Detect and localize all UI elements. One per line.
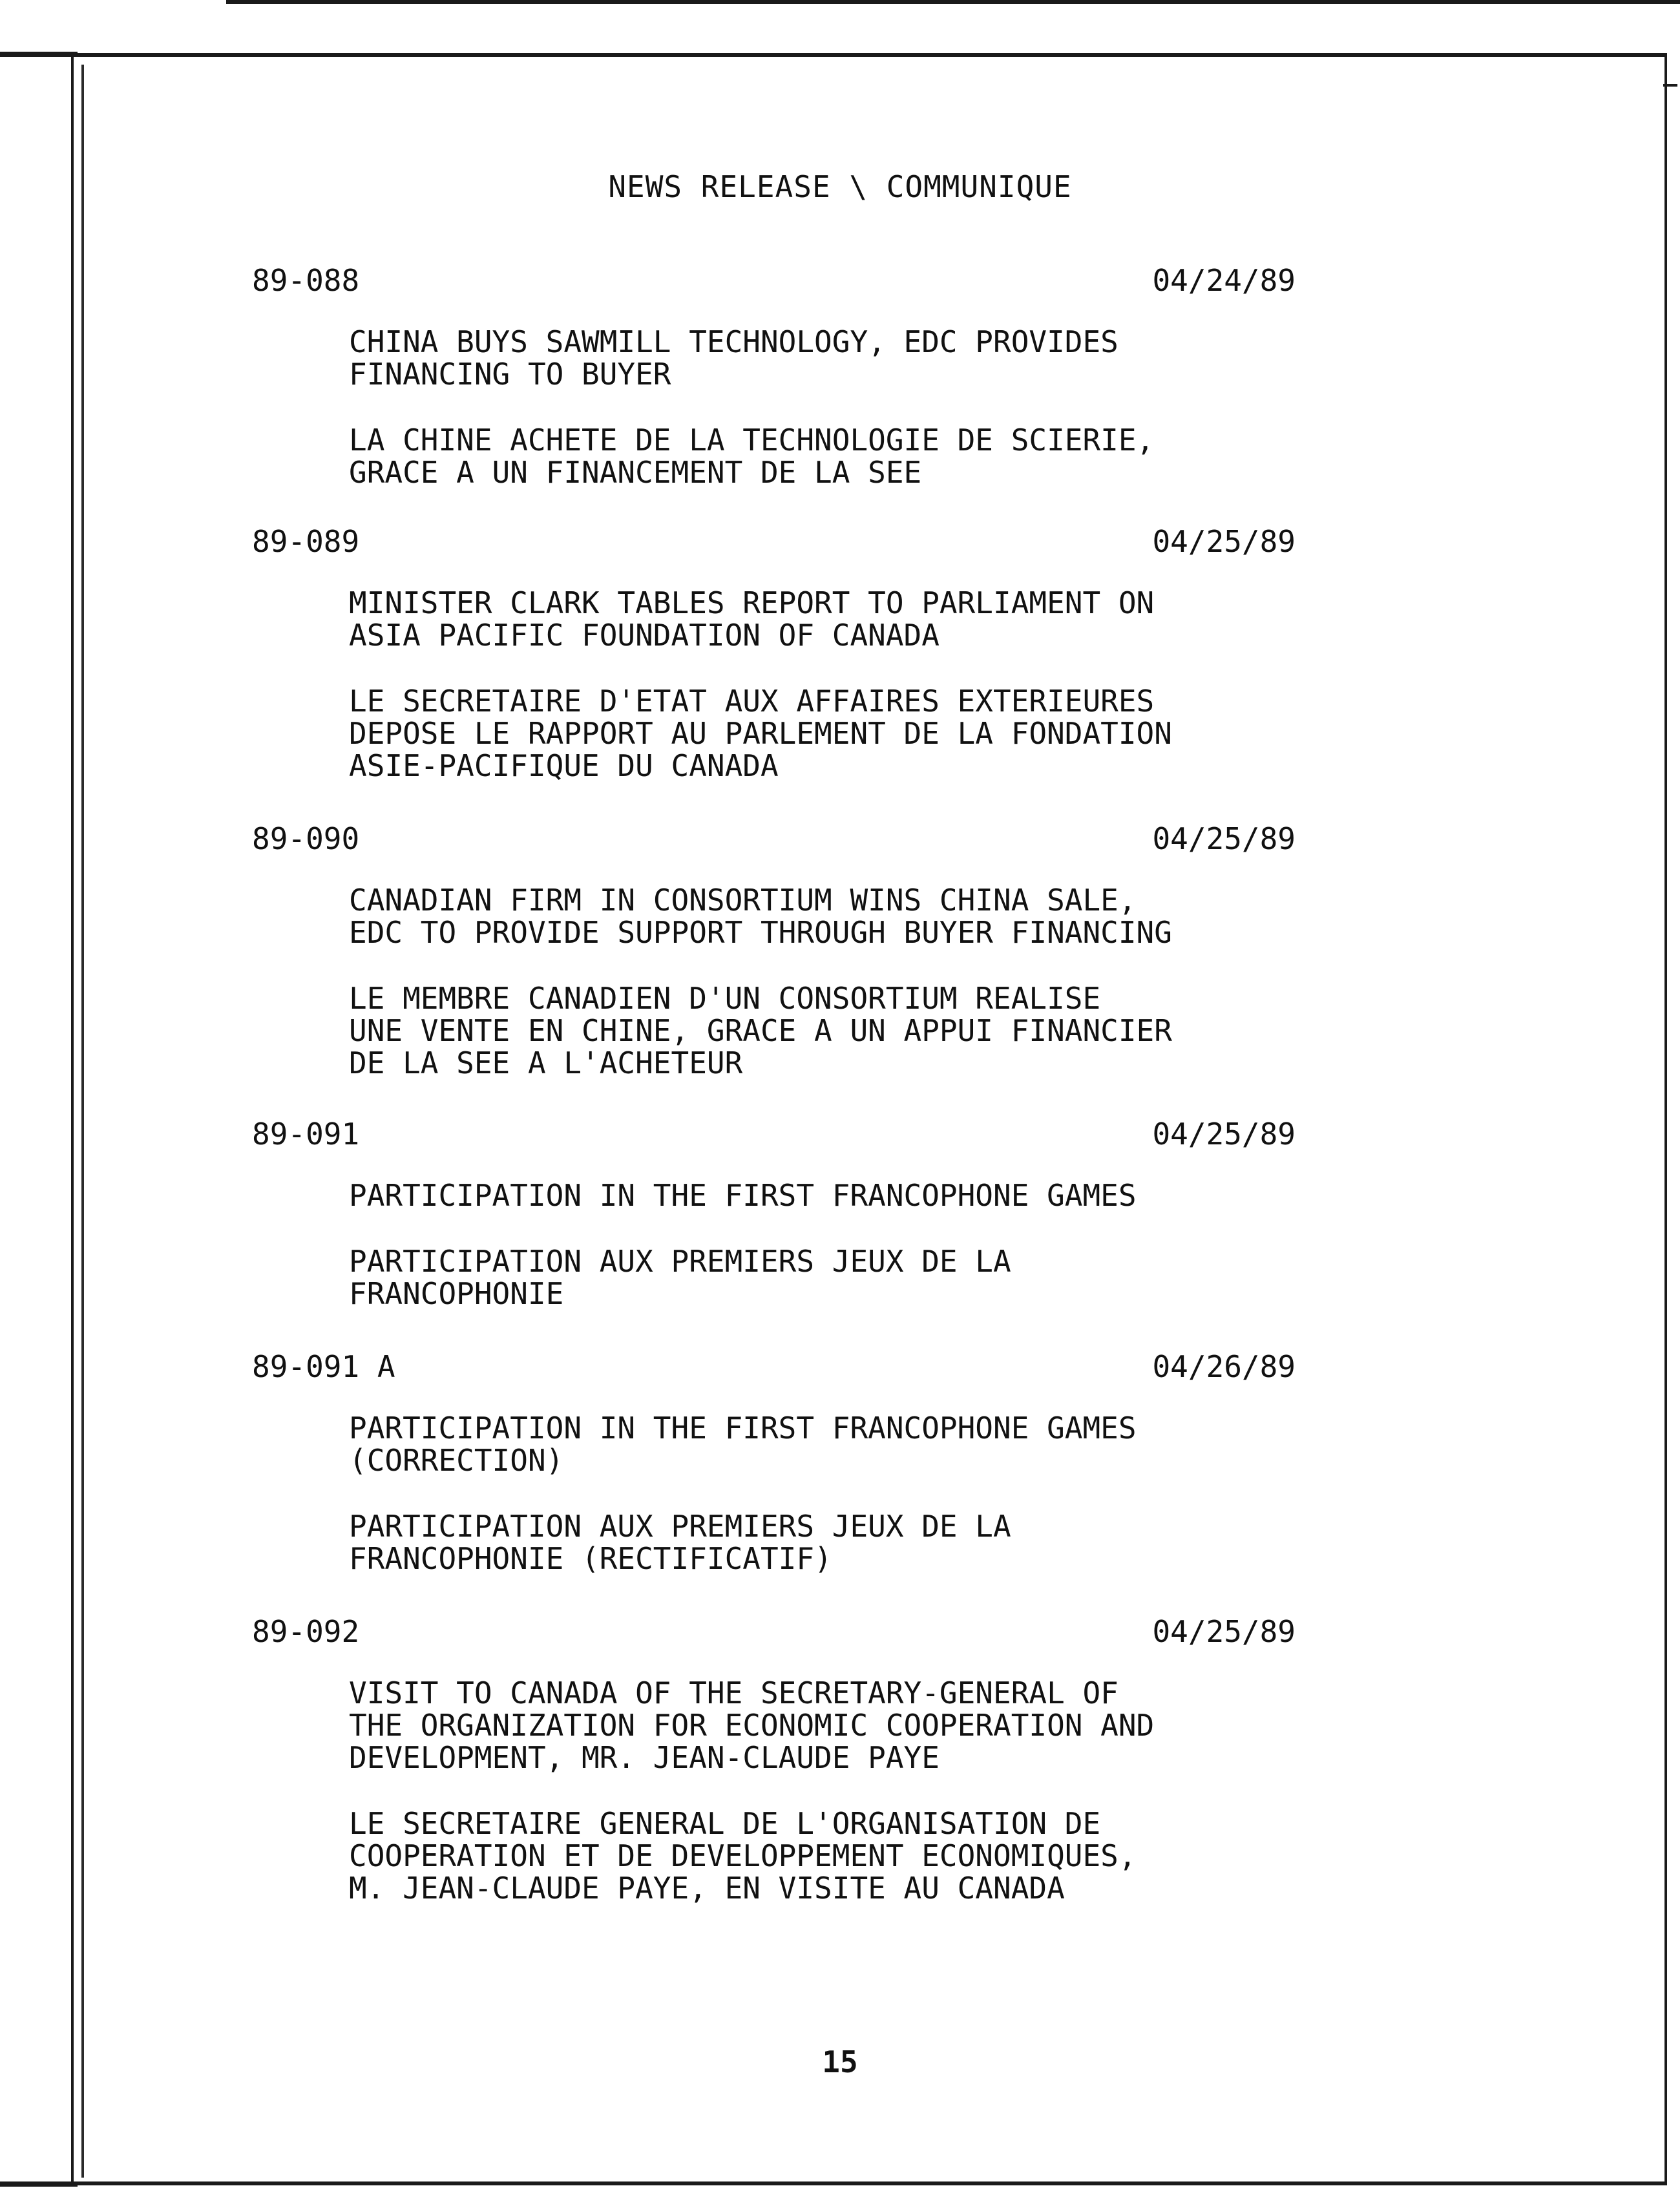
- release-date: 04/24/89: [1152, 263, 1296, 298]
- release-entry: [252, 522, 1296, 782]
- release-number: 89-091: [252, 1117, 360, 1151]
- release-entry: [252, 1115, 1296, 1310]
- release-entry: [252, 819, 1296, 1079]
- entry-body: [349, 1677, 1296, 1904]
- entry-header: [252, 1612, 1296, 1651]
- top-rule: [226, 0, 1680, 4]
- french-title: PARTICIPATION AUX PREMIERS JEUX DE LA FRANCOPHONIE: [349, 1244, 1011, 1311]
- release-number: 89-090: [252, 821, 360, 856]
- english-title: PARTICIPATION IN THE FIRST FRANCOPHONE GAMES (CORRECTION): [349, 1411, 1137, 1478]
- page-header: NEWS RELEASE \ COMMUNIQUE: [608, 169, 1072, 204]
- english-title: PARTICIPATION IN THE FIRST FRANCOPHONE GAMES: [349, 1178, 1137, 1213]
- frame-bottom-left-stub: [0, 2181, 78, 2187]
- french-title: LE SECRETAIRE D'ETAT AUX AFFAIRES EXTERIEURES DEPOSE LE RAPPORT AU PARLEMENT DE LA FONDATION ASIE-PACIFIQUE DU CANADA: [349, 684, 1172, 783]
- entry-header: [252, 261, 1296, 300]
- entry-body: [349, 587, 1296, 782]
- frame-right-tick: [1663, 84, 1677, 87]
- release-number: 89-089: [252, 524, 360, 559]
- entry-header: [252, 1115, 1296, 1153]
- entry-body: [349, 1179, 1296, 1310]
- release-date: 04/25/89: [1152, 1117, 1296, 1151]
- entry-body: [349, 326, 1296, 489]
- release-date: 04/25/89: [1152, 524, 1296, 559]
- french-title: LE SECRETAIRE GENERAL DE L'ORGANISATION DE COOPERATION ET DE DEVELOPPEMENT ECONOMIQUES, M. JEAN-CLAUDE PAYE, EN VISITE AU CANADA: [349, 1806, 1137, 1906]
- frame-left-rule: [81, 65, 84, 2178]
- frame-top-left-stub: [0, 52, 78, 57]
- page-number: 15: [822, 2045, 858, 2079]
- english-title: MINISTER CLARK TABLES REPORT TO PARLIAMENT ON ASIA PACIFIC FOUNDATION OF CANADA: [349, 585, 1155, 653]
- release-entry: [252, 261, 1296, 489]
- release-entry: [252, 1612, 1296, 1904]
- entry-header: [252, 819, 1296, 858]
- release-number: 89-092: [252, 1614, 360, 1649]
- release-number: 89-088: [252, 263, 360, 298]
- entry-header: [252, 1347, 1296, 1386]
- french-title: LE MEMBRE CANADIEN D'UN CONSORTIUM REALISE UNE VENTE EN CHINE, GRACE A UN APPUI FINANCIER DE LA SEE A L'ACHETEUR: [349, 981, 1172, 1080]
- entry-body: [349, 884, 1296, 1079]
- entry-header: [252, 522, 1296, 561]
- release-date: 04/25/89: [1152, 821, 1296, 856]
- english-title: CHINA BUYS SAWMILL TECHNOLOGY, EDC PROVIDES FINANCING TO BUYER: [349, 324, 1118, 392]
- release-entry: [252, 1347, 1296, 1575]
- release-number: 89-091 A: [252, 1349, 395, 1384]
- entry-body: [349, 1412, 1296, 1575]
- english-title: VISIT TO CANADA OF THE SECRETARY-GENERAL OF THE ORGANIZATION FOR ECONOMIC COOPERATION AND DEVELOPMENT, MR. JEAN-CLAUDE PAYE: [349, 1676, 1155, 1775]
- release-date: 04/26/89: [1152, 1349, 1296, 1384]
- english-title: CANADIAN FIRM IN CONSORTIUM WINS CHINA SALE, EDC TO PROVIDE SUPPORT THROUGH BUYER FINANCING: [349, 883, 1172, 950]
- french-title: LA CHINE ACHETE DE LA TECHNOLOGIE DE SCIERIE, GRACE A UN FINANCEMENT DE LA SEE: [349, 423, 1155, 490]
- french-title: PARTICIPATION AUX PREMIERS JEUX DE LA FRANCOPHONIE (RECTIFICATIF): [349, 1509, 1011, 1576]
- release-date: 04/25/89: [1152, 1614, 1296, 1649]
